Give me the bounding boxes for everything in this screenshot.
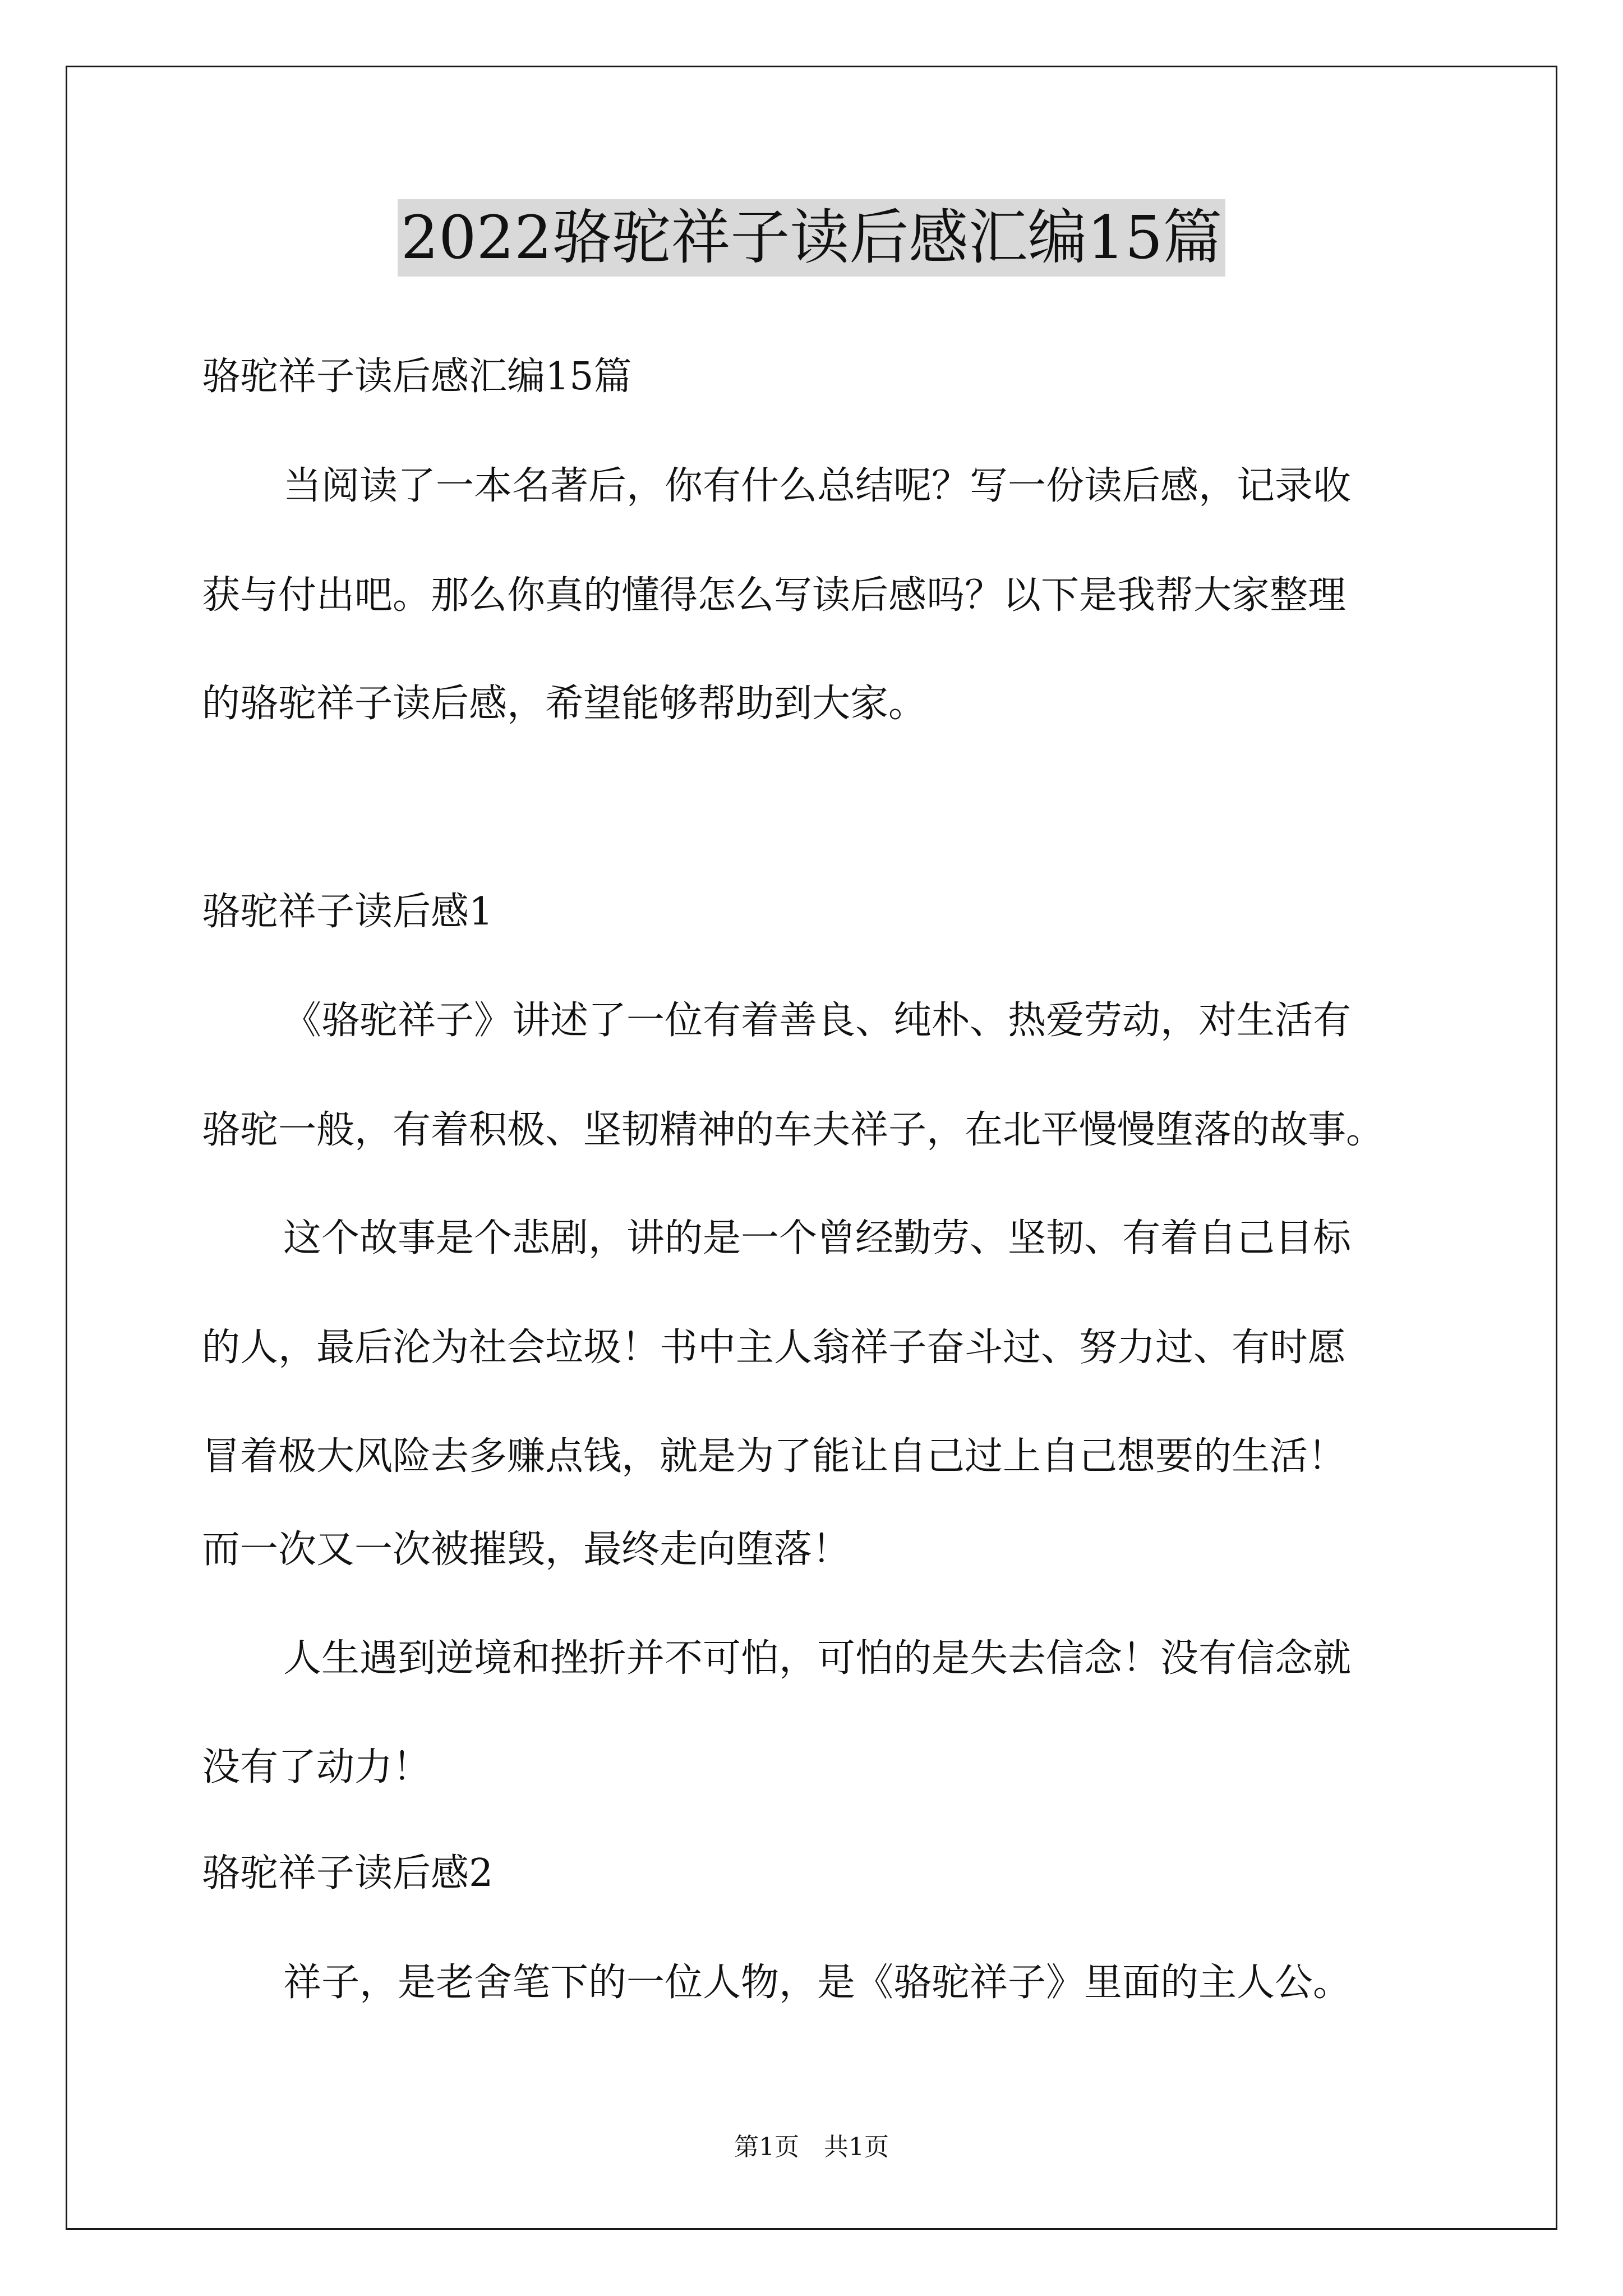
intro-paragraph-line-2: 获与付出吧。那么你真的懂得怎么写读后感吗？以下是我帮大家整理 xyxy=(202,573,1347,618)
subtitle-line: 骆驼祥子读后感汇编15篇 xyxy=(202,355,632,399)
section1-paragraph2-line-1: 这个故事是个悲剧，讲的是一个曾经勤劳、坚韧、有着自己目标 xyxy=(283,1216,1352,1260)
section-heading-2: 骆驼祥子读后感2 xyxy=(202,1851,494,1895)
section1-paragraph2-line-3: 冒着极大风险去多赚点钱，就是为了能让自己过上自己想要的生活！ xyxy=(202,1434,1347,1479)
section-heading-1: 骆驼祥子读后感1 xyxy=(202,890,494,934)
document-title: 2022骆驼祥子读后感汇编15篇 xyxy=(398,199,1226,277)
intro-paragraph-line-1: 当阅读了一本名著后，你有什么总结呢？写一份读后感，记录收 xyxy=(283,464,1352,508)
title-container xyxy=(0,199,1623,277)
section1-paragraph1-line-1: 《骆驼祥子》讲述了一位有着善良、纯朴、热爱劳动，对生活有 xyxy=(283,999,1352,1043)
intro-paragraph-line-3: 的骆驼祥子读后感，希望能够帮助到大家。 xyxy=(202,682,927,726)
section1-paragraph2-line-4: 而一次又一次被摧毁，最终走向堕落！ xyxy=(202,1527,851,1572)
section1-paragraph1-line-2: 骆驼一般，有着积极、坚韧精神的车夫祥子，在北平慢慢堕落的故事。 xyxy=(202,1108,1385,1152)
section1-paragraph3-line-2: 没有了动力！ xyxy=(202,1745,431,1789)
section1-paragraph3-line-1: 人生遇到逆境和挫折并不可怕，可怕的是失去信念！没有信念就 xyxy=(283,1636,1352,1681)
page-footer: 第1页 共1页 xyxy=(734,2133,889,2161)
section2-paragraph1-line-1: 祥子，是老舍笔下的一位人物，是《骆驼祥子》里面的主人公。 xyxy=(283,1961,1352,2005)
section1-paragraph2-line-2: 的人，最后沦为社会垃圾！书中主人翁祥子奋斗过、努力过、有时愿 xyxy=(202,1326,1347,1370)
